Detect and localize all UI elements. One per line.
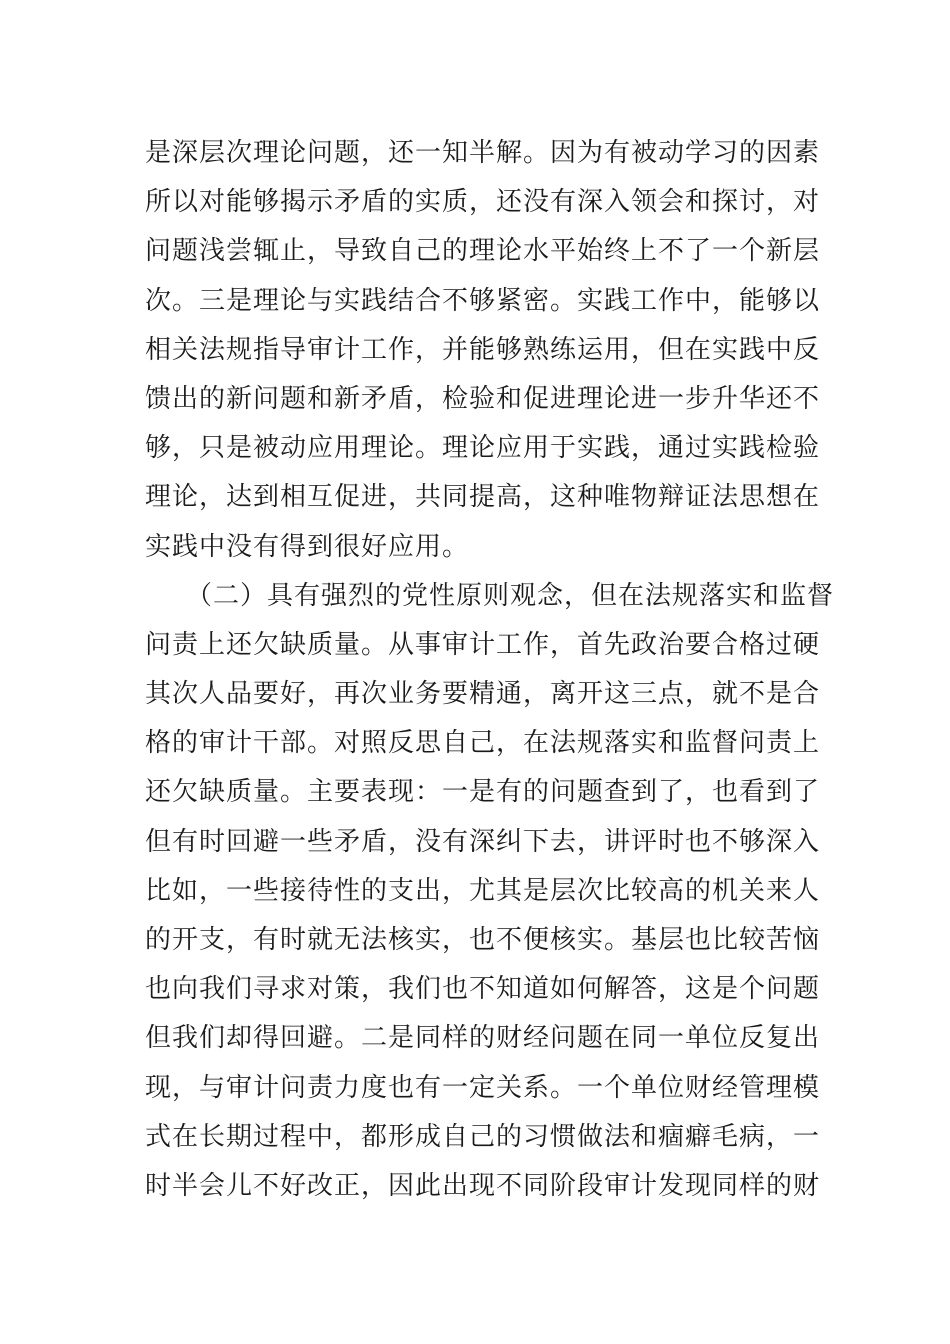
body-text <box>145 129 835 1211</box>
text-line-19: 但我们却得回避。二是同样的财经问题在同一单位反复出 <box>145 1023 821 1054</box>
text-line-16: 比如，一些接待性的支出，尤其是层次比较高的机关来人 <box>145 875 821 906</box>
text-line-21: 式在长期过程中，都形成自己的习惯做法和痼癖毛病，一 <box>145 1121 821 1152</box>
text-line-7: 够，只是被动应用理论。理论应用于实践，通过实践检验 <box>145 433 821 464</box>
text-line-11: 问责上还欠缺质量。从事审计工作，首先政治要合格过硬 <box>145 629 821 660</box>
text-line-3: 问题浅尝辄止，导致自己的理论水平始终上不了一个新层 <box>145 236 821 267</box>
text-line-2: 所以对能够揭示矛盾的实质，还没有深入领会和探讨，对 <box>145 187 821 218</box>
text-line-14: 还欠缺质量。主要表现：一是有的问题查到了，也看到了 <box>145 777 821 808</box>
text-line-22: 时半会儿不好改正，因此出现不同阶段审计发现同样的财 <box>145 1170 821 1201</box>
text-line-13: 格的审计干部。对照反思自己，在法规落实和监督问责上 <box>145 728 821 759</box>
text-line-10: （二）具有强烈的党性原则观念，但在法规落实和监督 <box>145 580 835 611</box>
text-line-1: 是深层次理论问题，还一知半解。因为有被动学习的因素 <box>145 138 821 168</box>
text-line-9: 实践中没有得到很好应用。 <box>145 531 470 562</box>
text-line-12: 其次人品要好，再次业务要精通，离开这三点，就不是合 <box>145 679 821 710</box>
text-line-17: 的开支，有时就无法核实，也不便核实。基层也比较苦恼 <box>145 925 821 955</box>
text-line-15: 但有时回避一些矛盾，没有深纠下去，讲评时也不够深入 <box>145 826 821 857</box>
text-line-8: 理论，达到相互促进，共同提高，这种唯物辩证法思想在 <box>145 482 821 513</box>
text-line-4: 次。三是理论与实践结合不够紧密。实践工作中，能够以 <box>145 285 821 316</box>
text-line-5: 相关法规指导审计工作，并能够熟练运用，但在实践中反 <box>145 334 821 365</box>
text-line-6: 馈出的新问题和新矛盾，检验和促进理论进一步升华还不 <box>145 383 821 414</box>
text-line-18: 也向我们寻求对策，我们也不知道如何解答，这是个问题 <box>145 974 821 1005</box>
text-line-20: 现，与审计问责力度也有一定关系。一个单位财经管理模 <box>145 1072 821 1103</box>
